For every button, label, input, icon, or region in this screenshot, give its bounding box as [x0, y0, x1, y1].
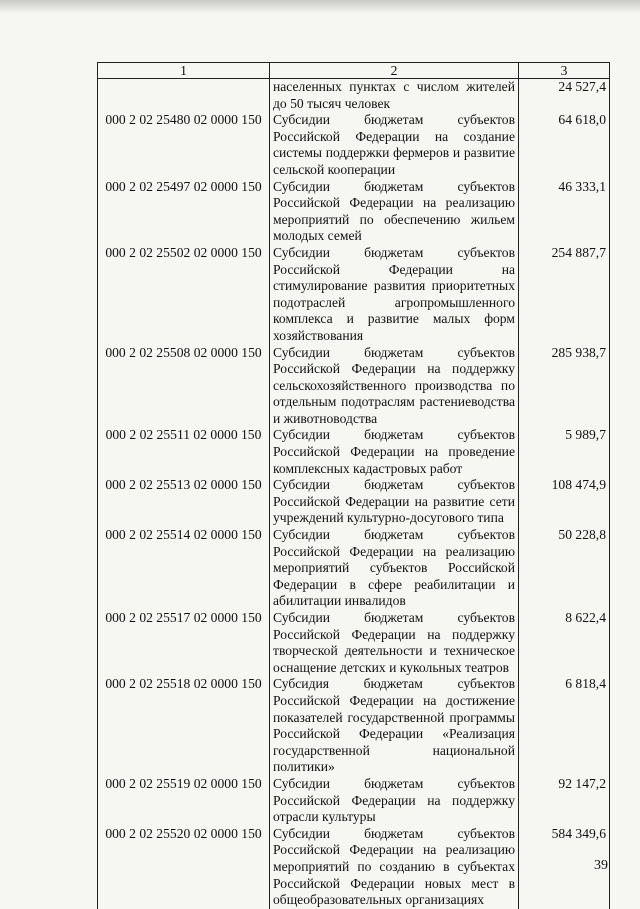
table-row — [98, 112, 610, 178]
table-body — [98, 79, 610, 909]
budget-code-cell: 000 2 02 25517 02 0000 150 — [98, 610, 270, 676]
table-row — [98, 610, 610, 676]
budget-code-cell: 000 2 02 25497 02 0000 150 — [98, 179, 270, 245]
description-cell: Субсидии бюджетам субъектов Российской Федерации на реализацию мероприятий по созданию в субъектах Российской Федерации новых мест в общеобразовательных организациях — [270, 826, 519, 909]
description-cell: Субсидии бюджетам субъектов Российской Федерации на поддержку творческой деятельности и техническое оснащение детских и кукольных театров — [270, 610, 519, 676]
amount-cell: 6 818,4 — [519, 676, 610, 776]
table-row — [98, 345, 610, 428]
budget-code-cell: 000 2 02 25511 02 0000 150 — [98, 427, 270, 477]
amount-cell: 285 938,7 — [519, 345, 610, 428]
table-row — [98, 477, 610, 527]
budget-code-cell: 000 2 02 25514 02 0000 150 — [98, 527, 270, 610]
amount-cell: 8 622,4 — [519, 610, 610, 676]
scan-top-shadow — [0, 0, 640, 14]
table-header-row — [98, 63, 610, 79]
budget-table — [97, 62, 610, 909]
description-cell: Субсидии бюджетам субъектов Российской Федерации на стимулирование развития приоритетных подотраслей агропромышленного комплекса и развитие малых форм хозяйствования — [270, 245, 519, 345]
page-number: 39 — [594, 858, 608, 873]
table-row — [98, 776, 610, 826]
budget-code-cell: 000 2 02 25520 02 0000 150 — [98, 826, 270, 909]
column-header-3: 3 — [519, 63, 610, 79]
column-header-1: 1 — [98, 63, 270, 79]
table-row — [98, 245, 610, 345]
budget-code-cell: 000 2 02 25518 02 0000 150 — [98, 676, 270, 776]
table-row — [98, 676, 610, 776]
table-row — [98, 79, 610, 113]
description-cell: Субсидии бюджетам субъектов Российской Федерации на проведение комплексных кадастровых работ — [270, 427, 519, 477]
budget-code-cell — [98, 79, 270, 113]
budget-code-cell: 000 2 02 25502 02 0000 150 — [98, 245, 270, 345]
budget-code-cell: 000 2 02 25480 02 0000 150 — [98, 112, 270, 178]
amount-cell: 584 349,6 — [519, 826, 610, 909]
amount-cell: 64 618,0 — [519, 112, 610, 178]
table-row — [98, 826, 610, 909]
table-row — [98, 427, 610, 477]
amount-cell: 50 228,8 — [519, 527, 610, 610]
table-row — [98, 179, 610, 245]
amount-cell: 254 887,7 — [519, 245, 610, 345]
budget-code-cell: 000 2 02 25508 02 0000 150 — [98, 345, 270, 428]
budget-code-cell: 000 2 02 25519 02 0000 150 — [98, 776, 270, 826]
description-cell: населенных пунктах с числом жителей до 50 тысяч человек — [270, 79, 519, 113]
amount-cell: 92 147,2 — [519, 776, 610, 826]
description-cell: Субсидии бюджетам субъектов Российской Федерации на реализацию мероприятий субъектов Российской Федерации в сфере реабилитации и абилитации инвалидов — [270, 527, 519, 610]
column-header-2: 2 — [270, 63, 519, 79]
description-cell: Субсидии бюджетам субъектов Российской Федерации на поддержку отрасли культуры — [270, 776, 519, 826]
amount-cell: 108 474,9 — [519, 477, 610, 527]
budget-code-cell: 000 2 02 25513 02 0000 150 — [98, 477, 270, 527]
amount-cell: 46 333,1 — [519, 179, 610, 245]
amount-cell: 24 527,4 — [519, 79, 610, 113]
table-row — [98, 527, 610, 610]
description-cell: Субсидии бюджетам субъектов Российской Федерации на поддержку сельскохозяйственного производства по отдельным подотраслям растениеводства и животноводства — [270, 345, 519, 428]
description-cell: Субсидия бюджетам субъектов Российской Федерации на достижение показателей государственной программы Российской Федерации «Реализация государственной национальной политики» — [270, 676, 519, 776]
description-cell: Субсидии бюджетам субъектов Российской Федерации на реализацию мероприятий по обеспечению жильем молодых семей — [270, 179, 519, 245]
amount-cell: 5 989,7 — [519, 427, 610, 477]
description-cell: Субсидии бюджетам субъектов Российской Федерации на создание системы поддержки фермеров и развитие сельской кооперации — [270, 112, 519, 178]
description-cell: Субсидии бюджетам субъектов Российской Федерации на развитие сети учреждений культурно-досугового типа — [270, 477, 519, 527]
